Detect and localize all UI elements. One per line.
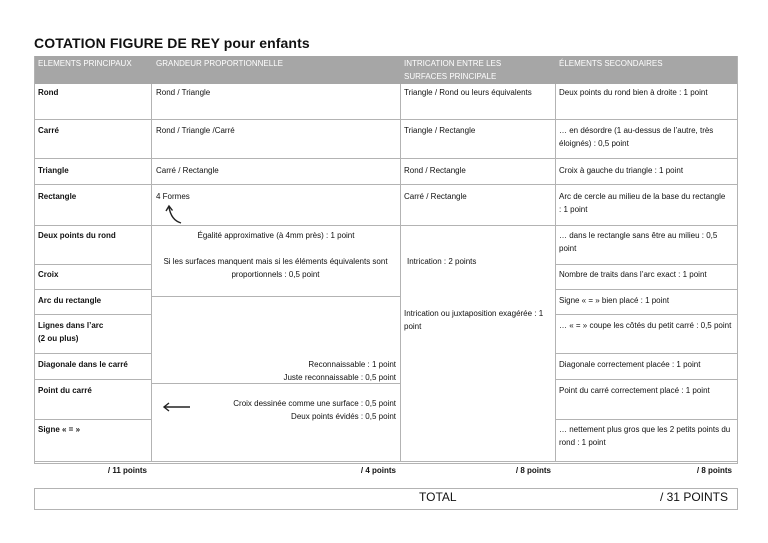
- row-divider: [555, 379, 737, 380]
- grandeur-juste-reconnaissable: Juste reconnaissable : 0,5 point: [283, 373, 396, 382]
- row-divider: [555, 353, 737, 354]
- grandeur-points-evides: Deux points évidés : 0,5 point: [291, 412, 396, 421]
- curved-up-arrow-icon: [163, 202, 187, 226]
- header-elements-secondaires: ÉLEMENTS SECONDAIRES: [559, 59, 663, 68]
- principal-arc: Arc du rectangle: [38, 296, 102, 305]
- intrication-row-3: Rond / Rectangle: [404, 166, 466, 175]
- secondaire-row-7: Signe « = » bien placé : 1 point: [559, 296, 670, 305]
- intrication-row-4: Carré / Rectangle: [404, 192, 467, 201]
- principal-rond: Rond: [38, 88, 59, 97]
- row-divider: [35, 353, 151, 354]
- principal-croix: Croix: [38, 270, 59, 279]
- secondaire-row-4: Arc de cercle au milieu de la base du rectangle : 1 point: [559, 192, 726, 214]
- row-divider: [35, 119, 737, 120]
- principal-diagonale: Diagonale dans le carré: [38, 360, 128, 369]
- row-divider: [35, 461, 737, 462]
- row-divider: [35, 289, 151, 290]
- secondaire-row-6: Nombre de traits dans l’arc exact : 1 point: [559, 270, 707, 279]
- row-divider: [35, 264, 151, 265]
- grandeur-proportionnels: Si les surfaces manquent mais si les éléments équivalents sont proportionnels : 0,5 point: [163, 257, 388, 279]
- column-divider: [555, 84, 556, 461]
- principal-signe-egal: Signe « = »: [38, 425, 81, 434]
- row-divider: [555, 314, 737, 315]
- intrication-exageree: Intrication ou juxtaposition exagérée : 1 point: [404, 309, 544, 331]
- secondaire-row-2: … en désordre (1 au-dessus de l’autre, très éloignés) : 0,5 point: [559, 126, 714, 148]
- intrication-points: Intrication : 2 points: [407, 257, 477, 266]
- grandeur-croix-surface: Croix dessinée comme une surface : 0,5 point: [233, 399, 396, 408]
- subtotal-grandeur: / 4 points: [360, 466, 396, 475]
- row-divider: [555, 289, 737, 290]
- total-points: / 31 POINTS: [659, 490, 728, 504]
- grandeur-egalite: Égalité approximative (à 4mm près) : 1 point: [197, 231, 355, 240]
- grandeur-reconnaissable: Reconnaissable : 1 point: [308, 360, 396, 369]
- row-divider: [35, 225, 737, 226]
- secondaire-row-10: Point du carré correctement placé : 1 point: [559, 386, 710, 395]
- row-divider: [555, 264, 737, 265]
- row-divider: [35, 419, 151, 420]
- grandeur-row-4: 4 Formes: [156, 192, 190, 201]
- principal-rectangle: Rectangle: [38, 192, 77, 201]
- row-divider: [35, 379, 151, 380]
- header-grandeur-proportionnelle: GRANDEUR PROPORTIONNELLE: [156, 59, 283, 68]
- scoring-table: [34, 56, 738, 475]
- grandeur-row-2: Rond / Triangle /Carré: [156, 126, 235, 135]
- secondaire-row-1: Deux points du rond bien à droite : 1 point: [559, 88, 708, 97]
- grandeur-row-1: Rond / Triangle: [156, 88, 211, 97]
- header-intrication: INTRICATION ENTRE LES SURFACES PRINCIPALE: [404, 59, 502, 81]
- subtotal-secondaires: / 8 points: [696, 466, 732, 475]
- secondaire-row-5: … dans le rectangle sans être au milieu : 0,5 point: [559, 231, 718, 253]
- total-row: [34, 488, 738, 510]
- secondaire-row-9: Diagonale correctement placée : 1 point: [559, 360, 701, 369]
- secondaire-row-11: … nettement plus gros que les 2 petits points du rond : 1 point: [559, 425, 731, 447]
- secondaire-row-8: … « = » coupe les côtés du petit carré : 0,5 point: [559, 321, 732, 330]
- total-label: TOTAL: [419, 490, 457, 504]
- principal-lignes: Lignes dans l’arc: [38, 321, 104, 330]
- page-title: COTATION FIGURE DE REY pour enfants: [34, 35, 310, 51]
- principal-triangle: Triangle: [38, 166, 69, 175]
- principal-deux-points: Deux points du rond: [38, 231, 116, 240]
- principal-carre: Carré: [38, 126, 59, 135]
- column-divider: [400, 84, 401, 461]
- row-divider: [555, 419, 737, 420]
- row-divider: [35, 184, 737, 185]
- grandeur-row-3: Carré / Rectangle: [156, 166, 219, 175]
- principal-lignes-note: (2 ou plus): [38, 334, 79, 343]
- header-elements-principaux: ELEMENTS PRINCIPAUX: [38, 59, 132, 68]
- secondaire-row-3: Croix à gauche du triangle : 1 point: [559, 166, 684, 175]
- row-divider: [35, 158, 737, 159]
- row-divider: [151, 296, 400, 297]
- row-divider: [35, 314, 151, 315]
- intrication-row-2: Triangle / Rectangle: [404, 126, 476, 135]
- subtotal-principaux: / 11 points: [107, 466, 147, 475]
- subtotal-intrication: / 8 points: [515, 466, 551, 475]
- intrication-row-1: Triangle / Rond ou leurs équivalents: [404, 88, 532, 97]
- principal-point-carre: Point du carré: [38, 386, 92, 395]
